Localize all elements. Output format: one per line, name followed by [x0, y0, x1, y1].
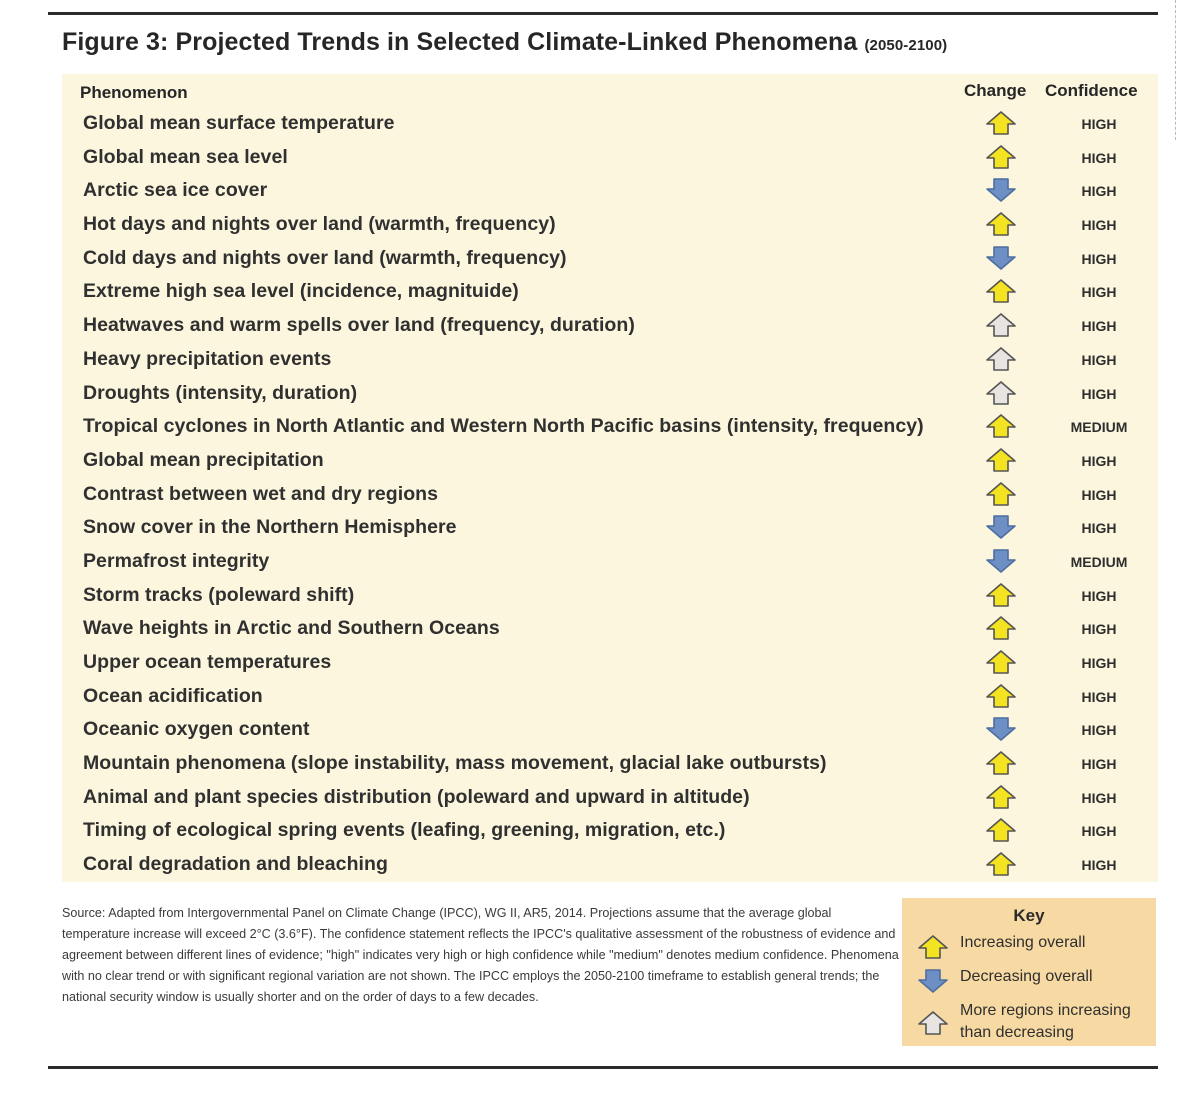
confidence-value: HIGH — [1081, 250, 1117, 267]
confidence-value: HIGH — [1081, 486, 1117, 503]
table-row — [0, 510, 1178, 544]
phenomenon-label: Contrast between wet and dry regions — [83, 482, 439, 505]
up-arrow-icon — [984, 481, 1018, 507]
top-rule — [48, 12, 1158, 15]
table-row — [0, 207, 1178, 241]
confidence-value: MEDIUM — [1070, 419, 1128, 436]
phenomenon-label: Oceanic oxygen content — [83, 718, 310, 741]
table-row — [0, 376, 1178, 410]
table-row — [0, 173, 1178, 207]
phenomenon-label: Arctic sea ice cover — [83, 179, 268, 202]
confidence-value: HIGH — [1081, 385, 1117, 402]
figure-title-period: (2050-2100) — [864, 37, 948, 54]
confidence-value: HIGH — [1081, 452, 1117, 469]
table-row — [0, 241, 1178, 275]
up-arrow-icon — [984, 582, 1018, 608]
up-arrow-icon — [984, 649, 1018, 675]
confidence-value: HIGH — [1081, 217, 1117, 234]
phenomenon-label: Wave heights in Arctic and Southern Oceans — [83, 617, 500, 640]
phenomenon-label: Heavy precipitation events — [83, 347, 332, 370]
down-arrow-icon — [984, 245, 1018, 271]
phenomena-table — [0, 106, 1178, 881]
key-label-more-regions: More regions increasing than decreasing — [960, 1002, 1131, 1041]
up-arrow-icon — [984, 413, 1018, 439]
confidence-value: HIGH — [1081, 318, 1117, 335]
key-box — [902, 898, 1156, 1046]
up-arrow-icon — [984, 144, 1018, 170]
confidence-value: HIGH — [1081, 789, 1117, 806]
phenomenon-label: Droughts (intensity, duration) — [83, 381, 358, 404]
key-label-decreasing: Decreasing overall — [960, 968, 1093, 985]
phenomenon-label: Global mean surface temperature — [83, 112, 395, 134]
confidence-value: HIGH — [1081, 722, 1117, 739]
confidence-value: HIGH — [1081, 149, 1117, 166]
table-row — [0, 106, 1178, 140]
confidence-value: HIGH — [1081, 823, 1117, 840]
down-arrow-icon — [916, 968, 946, 992]
confidence-value: HIGH — [1081, 756, 1117, 773]
phenomenon-label: Heatwaves and warm spells over land (frequency, duration) — [83, 314, 635, 337]
phenomenon-label: Cold days and nights over land (warmth, frequency) — [83, 246, 567, 269]
confidence-value: HIGH — [1081, 857, 1117, 874]
source-note: Source: Adapted from Intergovernmental Panel on Climate Change (IPCC), WG II, AR5, 2014. Projections assume that the average global temperature increase will exceed 2°C (3.6°F). The confidence statement reflects the IPCC's qualitative assessment of the robustness of evidence and agreement between different lines of evidence; "high" indicates very high or high confidence while "medium" denotes medium confidence. Phenomena with no clear trend or with significant regional variation are not shown. The IPCC employs the 2050-2100 timeframe to establish general trends; the national security window is usually shorter and on the order of days to a few decades. — [62, 906, 899, 1004]
outline-up-arrow-icon — [984, 346, 1018, 372]
confidence-value: HIGH — [1081, 183, 1117, 200]
phenomenon-label: Storm tracks (poleward shift) — [83, 583, 355, 606]
up-arrow-icon — [984, 683, 1018, 709]
table-row — [0, 746, 1178, 780]
up-arrow-icon — [984, 750, 1018, 776]
table-row — [0, 477, 1178, 511]
figure-title-main: Figure 3: Projected Trends in Selected Climate-Linked Phenomena — [62, 28, 858, 56]
table-row — [0, 544, 1178, 578]
key-label-increasing: Increasing overall — [960, 934, 1086, 951]
down-arrow-icon — [984, 514, 1018, 540]
phenomenon-label: Snow cover in the Northern Hemisphere — [83, 516, 457, 539]
table-row — [0, 274, 1178, 308]
phenomenon-label: Ocean acidification — [83, 684, 263, 707]
table-row — [0, 712, 1178, 746]
phenomenon-label: Extreme high sea level (incidence, magnituide) — [83, 280, 519, 303]
up-arrow-icon — [916, 934, 946, 958]
table-row — [0, 645, 1178, 679]
outline-up-arrow-icon — [984, 312, 1018, 338]
table-row — [0, 409, 1178, 443]
table-row — [0, 342, 1178, 376]
table-row — [0, 679, 1178, 713]
outline-up-arrow-icon — [984, 380, 1018, 406]
column-header-change: Change — [964, 81, 1027, 100]
up-arrow-icon — [984, 817, 1018, 843]
phenomenon-label: Global mean sea level — [83, 145, 288, 168]
up-arrow-icon — [984, 851, 1018, 877]
bottom-rule — [48, 1066, 1158, 1069]
confidence-value: HIGH — [1081, 621, 1117, 638]
table-row — [0, 611, 1178, 645]
up-arrow-icon — [984, 211, 1018, 237]
confidence-value: HIGH — [1081, 587, 1117, 604]
phenomenon-label: Timing of ecological spring events (leafing, greening, migration, etc.) — [83, 819, 726, 842]
up-arrow-icon — [984, 784, 1018, 810]
column-header-phenomenon: Phenomenon — [80, 83, 188, 102]
column-header-confidence: Confidence — [1045, 81, 1138, 100]
phenomenon-label: Coral degradation and bleaching — [83, 853, 388, 876]
up-arrow-icon — [984, 278, 1018, 304]
phenomenon-label: Mountain phenomena (slope instability, mass movement, glacial lake outbursts) — [83, 752, 827, 775]
phenomenon-label: Permafrost integrity — [83, 549, 270, 572]
down-arrow-icon — [984, 716, 1018, 742]
table-row — [0, 308, 1178, 342]
table-row — [0, 813, 1178, 847]
table-row — [0, 140, 1178, 174]
table-row — [0, 443, 1178, 477]
confidence-value: HIGH — [1081, 520, 1117, 537]
phenomenon-label: Global mean precipitation — [83, 448, 324, 471]
table-row — [0, 578, 1178, 612]
outline-up-arrow-icon — [916, 1010, 946, 1034]
up-arrow-icon — [984, 447, 1018, 473]
confidence-value: MEDIUM — [1070, 553, 1128, 570]
confidence-value: HIGH — [1081, 688, 1117, 705]
phenomenon-label: Upper ocean temperatures — [83, 651, 332, 673]
confidence-value: HIGH — [1081, 655, 1117, 671]
phenomenon-label: Hot days and nights over land (warmth, frequency) — [83, 213, 556, 236]
confidence-value: HIGH — [1081, 284, 1117, 301]
down-arrow-icon — [984, 548, 1018, 574]
phenomenon-label: Tropical cyclones in North Atlantic and Western North Pacific basins (intensity, frequency) — [83, 415, 924, 438]
key-title: Key — [1013, 906, 1045, 925]
up-arrow-icon — [984, 615, 1018, 641]
confidence-value: HIGH — [1081, 116, 1117, 132]
table-row — [0, 847, 1178, 881]
up-arrow-icon — [984, 110, 1018, 136]
figure-title — [62, 28, 947, 57]
table-row — [0, 780, 1178, 814]
phenomenon-label: Animal and plant species distribution (poleward and upward in altitude) — [83, 785, 750, 808]
confidence-value: HIGH — [1081, 351, 1117, 368]
down-arrow-icon — [984, 177, 1018, 203]
